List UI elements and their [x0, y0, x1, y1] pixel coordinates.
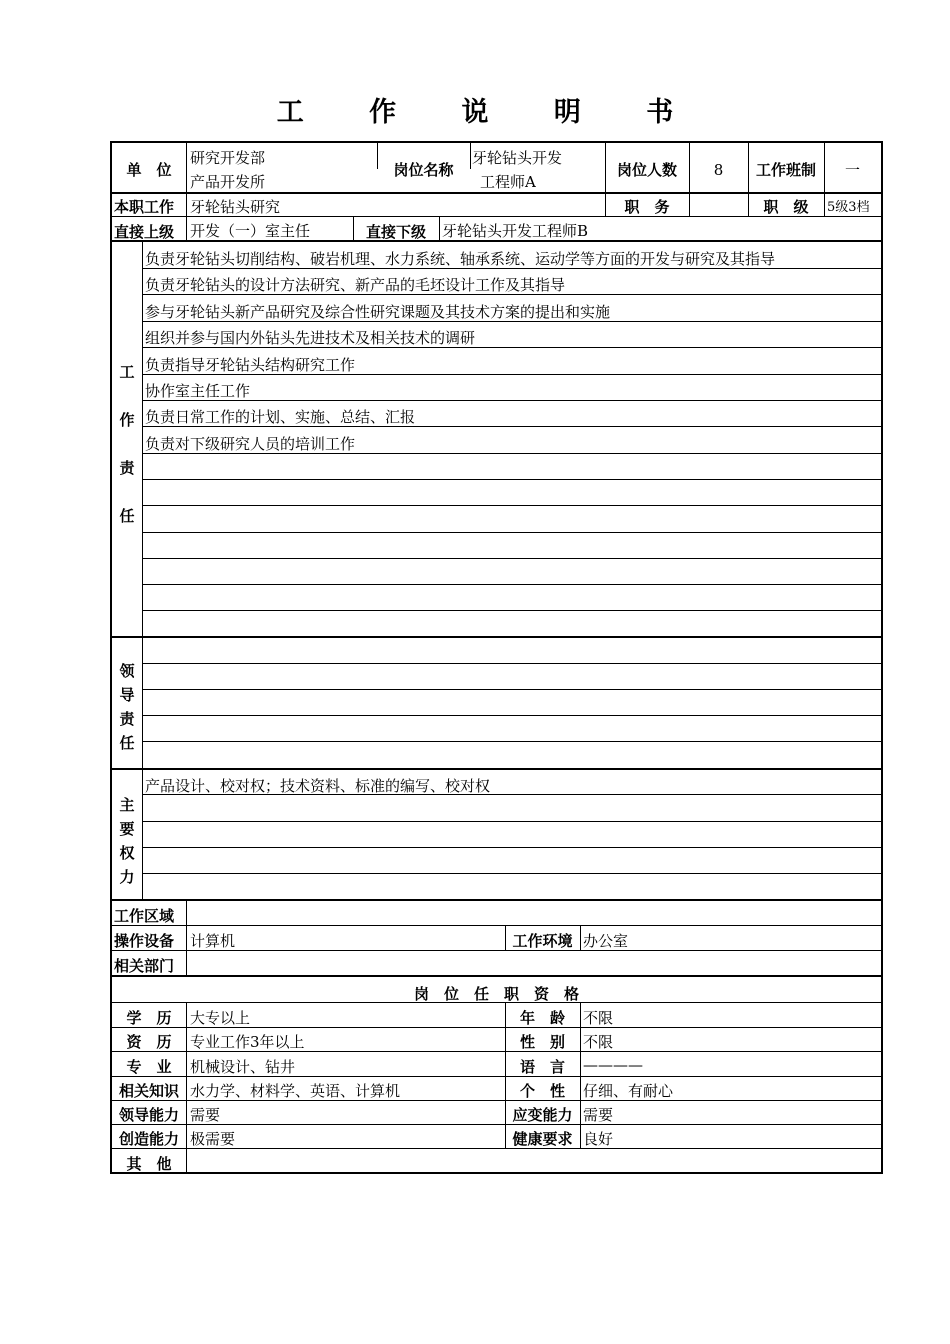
resp-char: 工 — [119, 363, 135, 381]
equipment-label: 操作设备 — [114, 932, 175, 950]
post-name-label: 岗位名称 — [393, 161, 454, 179]
work-area-label: 工作区域 — [114, 907, 175, 925]
experience-label: 资 历 — [126, 1033, 172, 1051]
personality-value: 仔细、有耐心 — [583, 1082, 674, 1100]
creativity-label: 创造能力 — [118, 1130, 179, 1148]
gender-value: 不限 — [583, 1033, 614, 1051]
shift-label: 工作班制 — [755, 161, 816, 179]
related-dept-label: 相关部门 — [114, 957, 175, 975]
resp-char: 作 — [119, 411, 135, 429]
auth-char: 权 — [119, 844, 135, 862]
resp-char: 任 — [119, 507, 135, 525]
leadership-ability-value: 需要 — [190, 1106, 221, 1124]
leadership-section-label — [112, 660, 142, 760]
leadership-ability-label: 领导能力 — [118, 1106, 179, 1124]
responsibility-item: 协作室主任工作 — [145, 382, 251, 400]
superior-label: 直接上级 — [114, 223, 175, 241]
responsibility-item: 参与牙轮钻头新产品研究及综合性研究课题及其技术方案的提出和实施 — [145, 303, 611, 321]
qualifications-header: 岗 位 任 职 资 格 — [413, 985, 579, 1003]
authority-section-label — [112, 794, 142, 894]
personality-label: 个 性 — [519, 1082, 565, 1100]
responsibility-section-label — [112, 361, 142, 531]
job-value: 牙轮钻头研究 — [190, 198, 281, 216]
responsibility-item: 负责牙轮钻头切削结构、破岩机理、水力系统、轴承系统、运动学等方面的开发与研究及其指导 — [145, 250, 776, 268]
duty-label: 职 务 — [624, 198, 670, 216]
major-value: 机械设计、钻井 — [190, 1058, 296, 1076]
headcount-value: 8 — [713, 161, 724, 179]
shift-value: 一 — [844, 161, 860, 179]
lead-char: 责 — [119, 710, 135, 728]
authority-item: 产品设计、校对权；技术资料、标准的编写、校对权 — [145, 777, 491, 795]
post-name-line2: 工程师A — [480, 173, 536, 191]
equipment-value: 计算机 — [190, 932, 236, 950]
auth-char: 要 — [119, 820, 135, 838]
language-label: 语 言 — [519, 1058, 565, 1076]
age-label: 年 龄 — [519, 1009, 565, 1027]
other-label: 其 他 — [126, 1155, 172, 1173]
major-label: 专 业 — [126, 1058, 172, 1076]
job-description-form — [110, 141, 883, 1174]
lead-char: 领 — [119, 662, 135, 680]
responsibility-item: 组织并参与国内外钻头先进技术及相关技术的调研 — [145, 329, 476, 347]
adaptability-value: 需要 — [583, 1106, 614, 1124]
job-label: 本职工作 — [114, 198, 175, 216]
responsibility-item: 负责对下级研究人员的培训工作 — [145, 435, 356, 453]
experience-value: 专业工作3年以上 — [190, 1033, 305, 1051]
knowledge-value: 水力学、材料学、英语、计算机 — [190, 1082, 401, 1100]
subordinate-value: 牙轮钻头开发工程师B — [442, 222, 589, 240]
lead-char: 导 — [119, 686, 135, 704]
health-label: 健康要求 — [512, 1130, 573, 1148]
health-value: 良好 — [583, 1130, 614, 1148]
language-value: ———— — [583, 1056, 643, 1074]
creativity-value: 极需要 — [190, 1130, 236, 1148]
age-value: 不限 — [583, 1009, 614, 1027]
adaptability-label: 应变能力 — [512, 1106, 573, 1124]
knowledge-label: 相关知识 — [118, 1082, 179, 1100]
responsibility-item: 负责指导牙轮钻头结构研究工作 — [145, 356, 356, 374]
post-name-line1: 牙轮钻头开发 — [472, 149, 563, 167]
grade-label: 职 级 — [763, 198, 809, 216]
responsibility-item: 负责日常工作的计划、实施、总结、汇报 — [145, 408, 416, 426]
environment-label: 工作环境 — [512, 932, 573, 950]
education-value: 大专以上 — [190, 1009, 251, 1027]
education-label: 学 历 — [126, 1009, 172, 1027]
responsibility-item: 负责牙轮钻头的设计方法研究、新产品的毛坯设计工作及其指导 — [145, 276, 566, 294]
unit-label: 单 位 — [126, 161, 172, 179]
subordinate-label: 直接下级 — [365, 223, 426, 241]
lead-char: 任 — [119, 734, 135, 752]
superior-value: 开发（一）室主任 — [190, 222, 311, 240]
unit-value-line2: 产品开发所 — [190, 173, 266, 191]
grade-value: 5级3档 — [827, 200, 870, 215]
unit-value-line1: 研究开发部 — [190, 149, 266, 167]
environment-value: 办公室 — [583, 932, 629, 950]
auth-char: 主 — [119, 796, 135, 814]
page-title: 工 作 说 明 书 — [276, 97, 702, 128]
headcount-label: 岗位人数 — [616, 161, 677, 179]
gender-label: 性 别 — [519, 1033, 565, 1051]
resp-char: 责 — [119, 459, 135, 477]
auth-char: 力 — [119, 868, 135, 886]
